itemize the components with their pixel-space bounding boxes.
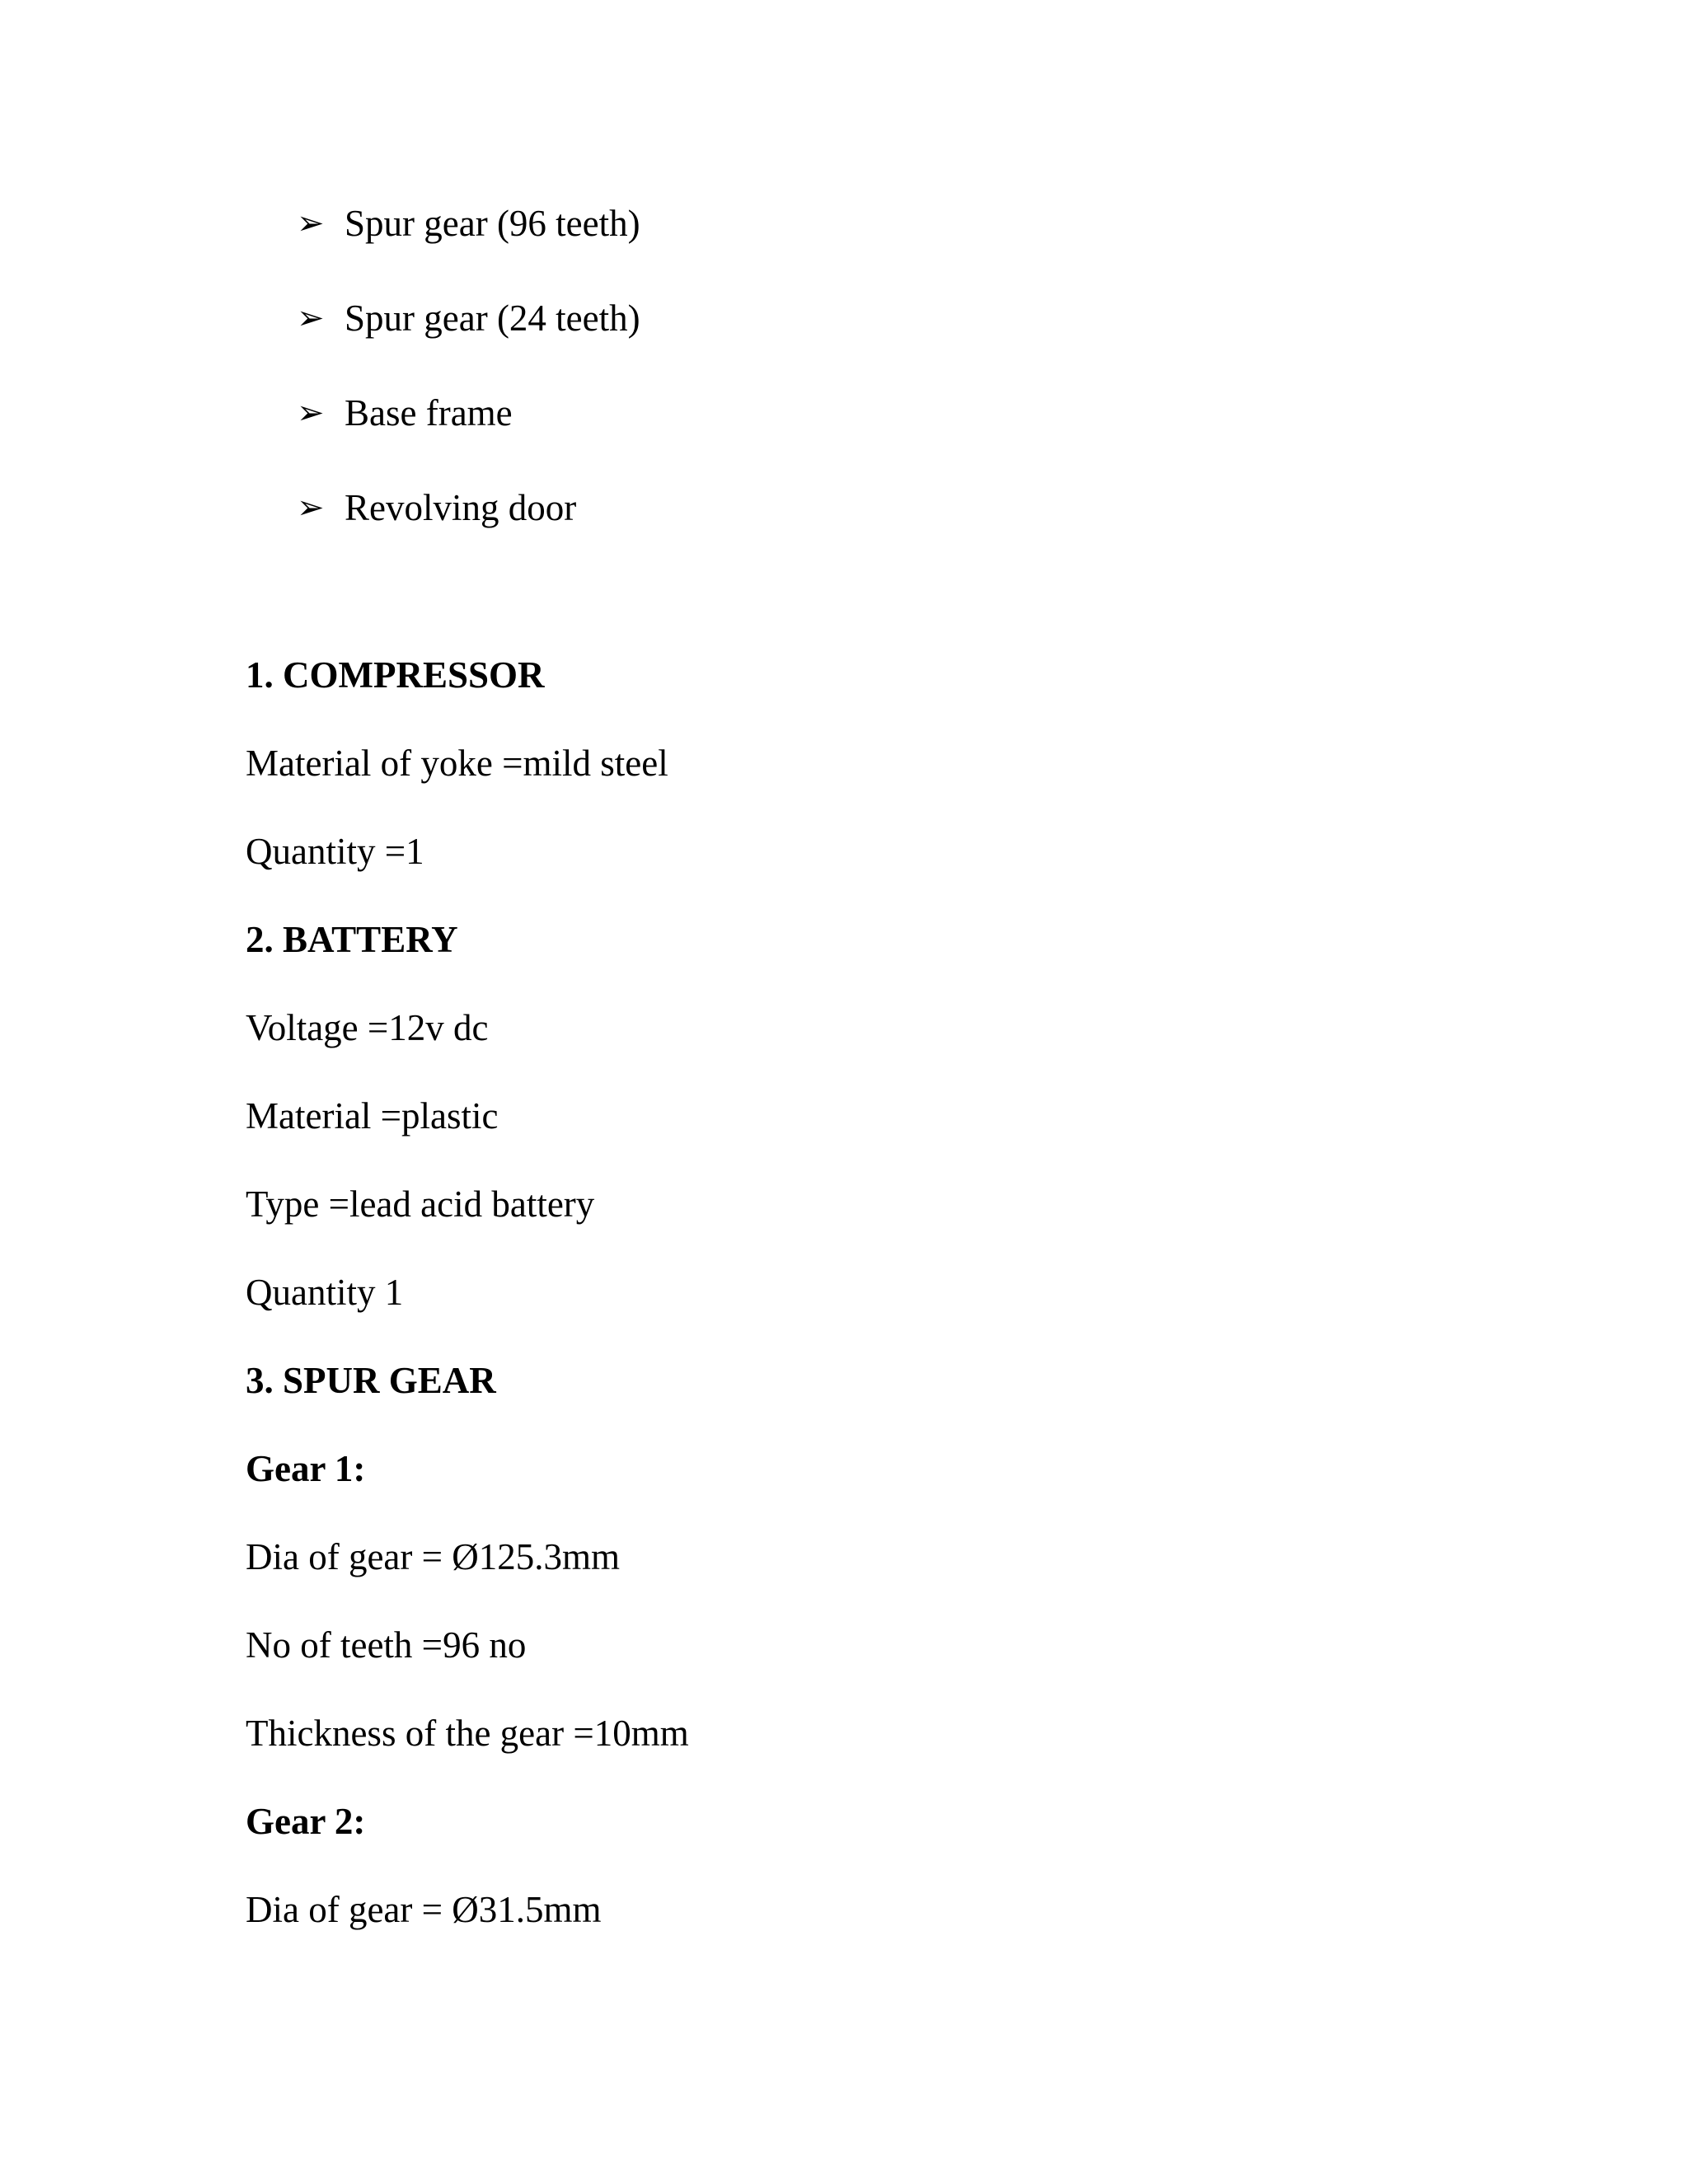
list-item-text: Base frame: [345, 392, 513, 434]
battery-type: Type =lead acid battery: [246, 1183, 595, 1225]
list-item: [297, 384, 640, 479]
gear1-diameter: Dia of gear = Ø125.3mm: [246, 1536, 621, 1577]
battery-voltage: Voltage =12v dc: [246, 1007, 489, 1048]
gear2-heading: Gear 2:: [246, 1801, 366, 1842]
arrowhead-bullet-icon: ➢: [297, 394, 325, 431]
gear1-thickness: Thickness of the gear =10mm: [246, 1713, 689, 1754]
battery-quantity: Quantity 1: [246, 1272, 404, 1313]
list-item: [297, 194, 640, 289]
arrowhead-bullet-icon: ➢: [297, 204, 325, 241]
list-item: [297, 289, 640, 384]
arrowhead-bullet-icon: ➢: [297, 489, 325, 526]
list-item: [297, 479, 640, 574]
gear1-teeth: No of teeth =96 no: [246, 1624, 527, 1666]
component-bullet-list: [297, 194, 640, 574]
list-item-text: Spur gear (96 teeth): [345, 203, 640, 244]
gear2-diameter: Dia of gear = Ø31.5mm: [246, 1889, 602, 1930]
compressor-material: Material of yoke =mild steel: [246, 743, 668, 784]
list-item-text: Revolving door: [345, 487, 577, 528]
compressor-heading: 1. COMPRESSOR: [246, 654, 545, 696]
spur-gear-heading: 3. SPUR GEAR: [246, 1360, 496, 1401]
battery-material: Material =plastic: [246, 1095, 499, 1137]
compressor-quantity: Quantity =1: [246, 831, 424, 872]
specifications: [246, 646, 1482, 1969]
gear1-heading: Gear 1:: [246, 1448, 366, 1489]
list-item-text: Spur gear (24 teeth): [345, 298, 640, 339]
arrowhead-bullet-icon: ➢: [297, 299, 325, 336]
battery-heading: 2. BATTERY: [246, 919, 458, 960]
